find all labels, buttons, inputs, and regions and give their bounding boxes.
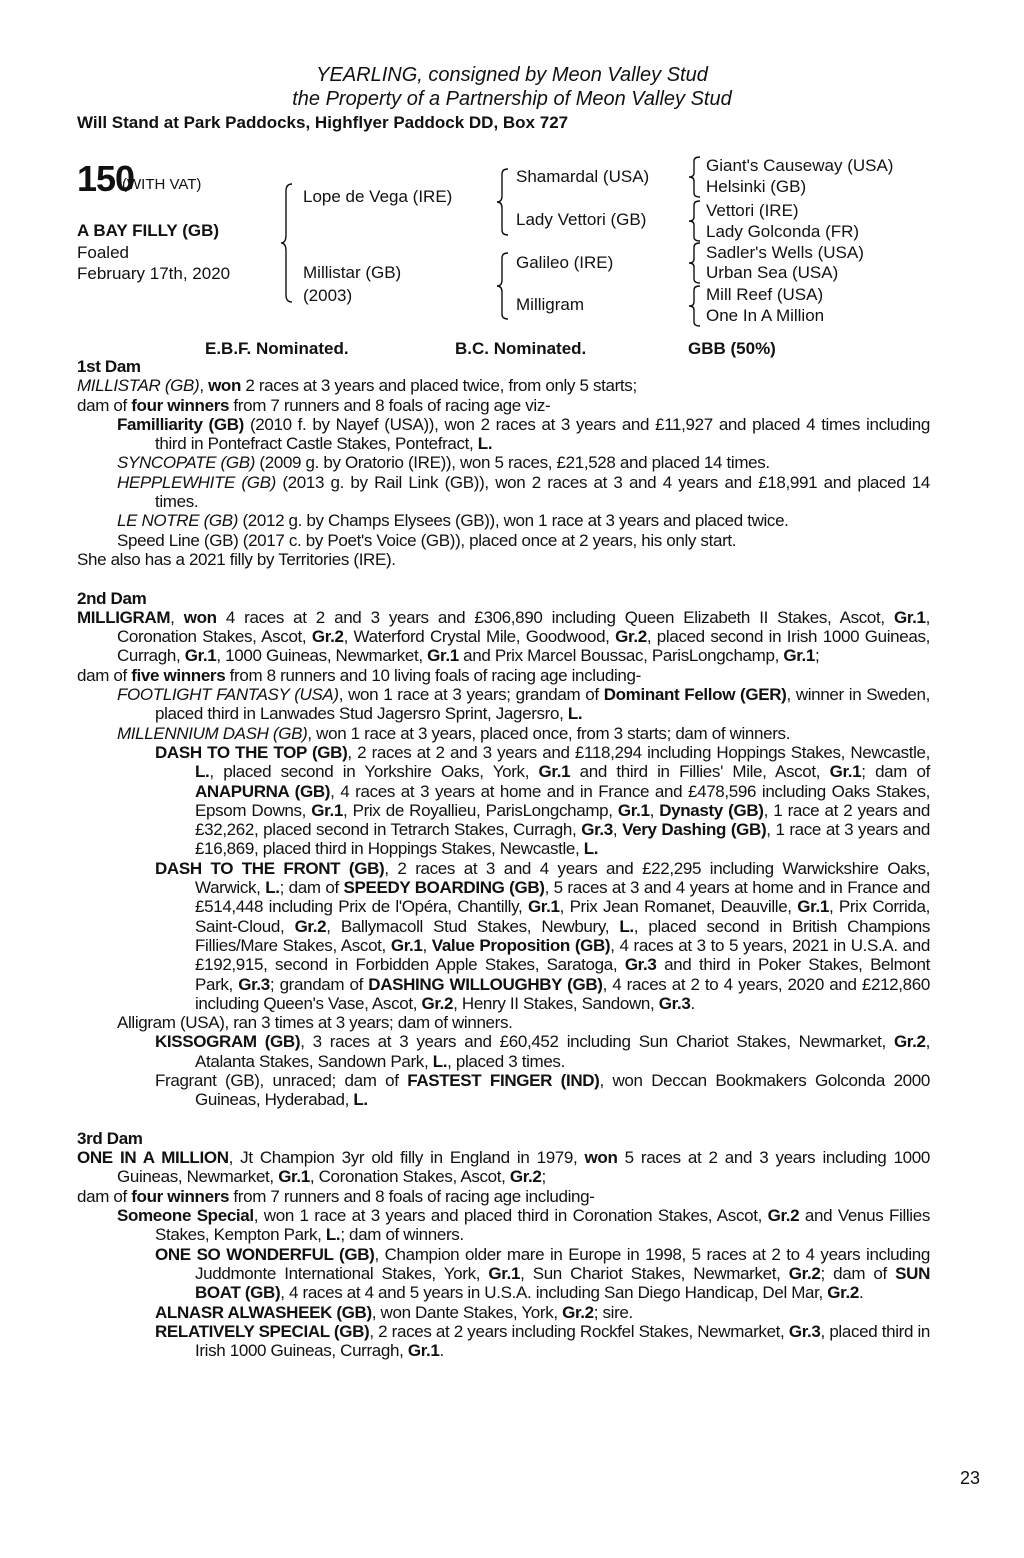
pedigree-brace-g3-3 <box>688 242 702 284</box>
bold-text: SUN BOAT (GB) <box>195 1263 930 1303</box>
italic-text: MILLISTAR (GB) <box>77 376 200 396</box>
entry-text: , Prix de Royallieu, ParisLongchamp, <box>342 800 618 820</box>
bold-text: Gr.1 <box>427 646 459 666</box>
produce-entry <box>77 1322 930 1361</box>
bold-text: Gr.2 <box>788 1263 821 1283</box>
bold-text: Gr.2 <box>767 1206 800 1226</box>
bold-text: L. <box>325 1225 341 1245</box>
entry-text: , placed 3 times. <box>447 1051 565 1071</box>
entry-text: dam of <box>77 665 132 685</box>
produce-entry <box>77 550 930 569</box>
entry-text: ; grandam of <box>269 974 369 994</box>
ebf-nomination: E.B.F. Nominated. <box>205 339 349 358</box>
produce-entry <box>77 1148 930 1187</box>
entry-text: from 7 runners and 8 foals of racing age including- <box>229 1186 595 1206</box>
bold-text: FASTEST FINGER (IND) <box>407 1070 600 1090</box>
pedigree-gen2: Lady Vettori (GB) <box>516 210 647 229</box>
bold-text: Familliarity (GB) <box>117 414 244 434</box>
entry-text: , <box>649 800 660 820</box>
bold-text: Gr.2 <box>311 627 344 647</box>
produce-entry <box>77 511 930 530</box>
bold-text: Gr.3 <box>581 820 613 840</box>
bold-text: Gr.3 <box>658 993 691 1013</box>
page-number: 23 <box>960 1468 981 1488</box>
entry-text: , won Dante Stakes, York, <box>371 1302 563 1322</box>
pedigree-dam-year: (2003) <box>303 286 353 305</box>
bold-text: SPEEDY BOARDING (GB) <box>343 878 545 898</box>
bold-text: Gr.3 <box>624 955 657 975</box>
entry-text: , Prix Jean Romanet, Deauville, <box>559 897 798 917</box>
pedigree-brace-gen1 <box>280 183 294 303</box>
bold-text: KISSOGRAM (GB) <box>155 1032 301 1052</box>
entry-text: (2012 g. by Champs Elysees (GB)), won 1 race at 3 years and placed twice. <box>238 511 789 531</box>
entry-text: , 3 races at 3 years and £60,452 including Sun Chariot Stakes, Newmarket, <box>300 1032 894 1052</box>
pedigree-gen2: Milligram <box>516 295 584 314</box>
entry-text: , placed third in Irish 1000 Guineas, Curragh, <box>195 1321 931 1361</box>
entry-text: , Coronation Stakes, Ascot, <box>309 1167 510 1187</box>
entry-text: and Venus Fillies Stakes, Kempton Park, <box>155 1206 930 1245</box>
entry-text: . <box>690 993 695 1013</box>
entry-text: , 1000 Guineas, Newmarket, <box>216 646 428 666</box>
section-heading: 3rd Dam <box>77 1128 143 1148</box>
entry-text: , placed second in British Champions Fillies/Mare Stakes, Ascot, <box>195 916 931 955</box>
italic-text: HEPPLEWHITE (GB) <box>117 472 276 492</box>
bold-text: Gr.1 <box>278 1167 310 1187</box>
pedigree-gen3: Lady Golconda (FR) <box>706 222 860 241</box>
entry-text: , placed second in Yorkshire Oaks, York, <box>209 762 539 782</box>
foaled-date: February 17th, 2020 <box>77 264 231 283</box>
pedigree-brace-g3-2 <box>688 200 702 242</box>
bold-text: L. <box>432 1051 448 1071</box>
entry-text: Alligram (USA), ran 3 times at 3 years; dam of winners. <box>117 1013 513 1033</box>
gbb-status: GBB (50%) <box>688 339 776 358</box>
entry-text: ; sire. <box>593 1302 633 1322</box>
bold-text: Gr.2 <box>294 916 327 936</box>
bold-text: four winners <box>131 1186 230 1206</box>
entry-text: , won 1 race at 3 years; grandam of <box>338 685 604 705</box>
pedigree-gen3: Sadler's Wells (USA) <box>706 243 864 262</box>
produce-entry <box>77 1245 930 1303</box>
entry-text: , Prix Corrida, Saint-Cloud, <box>195 897 930 936</box>
bold-text: DASHING WILLOUGHBY (GB) <box>368 974 603 994</box>
produce-entry <box>77 376 930 395</box>
bold-text: L. <box>567 704 583 724</box>
bold-text: DASH TO THE TOP (GB) <box>155 742 348 762</box>
pedigree-gen2: Shamardal (USA) <box>516 167 650 186</box>
entry-text: ; dam of <box>279 878 344 898</box>
entry-text: , 2 races at 2 years including Rockfel Stakes, Newmarket, <box>369 1321 789 1341</box>
entry-text: dam of <box>77 1186 132 1206</box>
entry-text: ; dam of <box>820 1263 896 1283</box>
entry-text: ; <box>541 1167 546 1187</box>
entry-text: , Atalanta Stakes, Sandown Park, <box>195 1032 930 1071</box>
entry-text: . <box>858 1283 864 1303</box>
entry-text: , Sun Chariot Stakes, Newmarket, <box>520 1263 789 1283</box>
bold-text: L. <box>477 434 493 454</box>
entry-text: She also has a 2021 filly by Territories (IRE). <box>77 549 396 569</box>
entry-text: (2010 f. by Nayef (USA)), won 2 races at 3 years and £11,927 and placed 4 times including third in Pontefract Castle Stakes, Pontefract, <box>155 414 930 454</box>
entry-text: (2013 g. by Rail Link (GB)), won 2 races at 3 and 4 years and £18,991 and placed 14 times. <box>155 472 930 512</box>
pedigree-gen3: Vettori (IRE) <box>706 201 799 220</box>
produce-entry <box>77 1071 930 1110</box>
consignor-line: YEARLING, consigned by Meon Valley Stud <box>316 64 708 86</box>
bold-text: ANAPURNA (GB) <box>195 781 331 801</box>
entry-text: from 8 runners and 10 living foals of racing age including- <box>225 665 641 685</box>
entry-text: , 4 races at 3 to 5 years, 2021 in U.S.A. and £192,915, second in Forbidden Apple Stakes, Saratoga, <box>195 935 930 975</box>
bold-text: DASH TO THE FRONT (GB) <box>155 858 385 878</box>
entry-text: Speed Line (GB) (2017 c. by Poet's Voice (GB)), placed once at 2 years, his only start. <box>117 530 737 550</box>
entry-text: , <box>170 607 184 627</box>
bold-text: Gr.1 <box>407 1341 440 1361</box>
foaled-label: Foaled <box>77 243 129 262</box>
bold-text: RELATIVELY SPECIAL (GB) <box>155 1321 370 1341</box>
entry-text: , won 1 race at 3 years, placed once, from 3 starts; dam of winners. <box>307 723 791 743</box>
bold-text: Someone Special <box>117 1206 254 1226</box>
bold-text: MILLIGRAM <box>77 607 171 627</box>
produce-entry <box>77 473 930 512</box>
bold-text: won <box>183 607 217 627</box>
pedigree-gen2: Galileo (IRE) <box>516 253 614 272</box>
bold-text: Value Proposition (GB) <box>431 935 611 955</box>
produce-entry <box>77 1013 930 1032</box>
bold-text: ONE IN A MILLION <box>77 1148 229 1168</box>
dam-produce-record <box>77 357 930 1360</box>
entry-text: from 7 runners and 8 foals of racing age viz- <box>229 395 551 415</box>
produce-entry <box>77 415 930 454</box>
entry-text: , 4 races at 4 and 5 years in U.S.A. including San Diego Handicap, Del Mar, <box>280 1283 828 1303</box>
produce-entry <box>77 1032 930 1071</box>
italic-text: MILLENNIUM DASH (GB) <box>117 723 308 743</box>
pedigree-brace-dam <box>496 252 510 320</box>
bold-text: Dominant Fellow (GER) <box>603 685 787 705</box>
entry-text: , 4 races at 2 to 4 years, 2020 and £212,860 including Queen's Vase, Ascot, <box>195 974 930 1013</box>
entry-text: ; dam of <box>861 762 931 782</box>
produce-entry <box>77 531 930 550</box>
entry-text: , Henry II Stakes, Sandown, <box>453 993 659 1013</box>
bold-text: L. <box>265 878 280 898</box>
bold-text: five winners <box>131 665 226 685</box>
produce-entry <box>77 1303 930 1322</box>
bold-text: Gr.1 <box>617 800 650 820</box>
entry-text: , Waterford Crystal Mile, Goodwood, <box>343 627 616 647</box>
entry-text: , won 1 race at 3 years and placed third in Coronation Stakes, Ascot, <box>253 1206 768 1226</box>
bold-text: L. <box>583 839 599 859</box>
bold-text: Gr.1 <box>797 897 829 917</box>
entry-text: 4 races at 2 and 3 years and £306,890 including Queen Elizabeth II Stakes, Ascot, <box>216 607 894 627</box>
bold-text: won <box>208 376 242 396</box>
bold-text: Gr.1 <box>311 800 343 820</box>
entry-text: , 1 race at 2 years and £32,262, placed second in Tetrarch Stakes, Curragh, <box>195 800 930 840</box>
italic-text: SYNCOPATE (GB) <box>117 453 256 473</box>
entry-text: , Coronation Stakes, Ascot, <box>117 607 931 647</box>
bold-text: Gr.1 <box>783 646 816 666</box>
entry-text: and third in Poker Stakes, Belmont Park, <box>195 955 930 994</box>
bold-text: Gr.1 <box>390 935 423 955</box>
bold-text: Gr.2 <box>827 1283 859 1303</box>
property-line: the Property of a Partnership of Meon Valley Stud <box>292 88 732 110</box>
pedigree-sire: Lope de Vega (IRE) <box>303 187 453 206</box>
bold-text: Gr.1 <box>488 1263 521 1283</box>
bold-text: Gr.2 <box>615 627 647 647</box>
produce-entry <box>77 859 930 1013</box>
bold-text: Gr.2 <box>562 1302 594 1322</box>
entry-text: , won Deccan Bookmakers Golconda 2000 Guineas, Hyderabad, <box>195 1070 930 1110</box>
bold-text: Gr.3 <box>788 1321 821 1341</box>
pedigree-gen3: Helsinki (GB) <box>706 177 807 196</box>
pedigree-brace-g3-1 <box>688 156 702 198</box>
pedigree-brace-g3-4 <box>688 285 702 327</box>
produce-entry <box>77 743 930 859</box>
entry-text: , 4 races at 3 years at home and in France and £478,596 including Oaks Stakes, Epsom Downs, <box>195 781 930 820</box>
bold-text: Gr.3 <box>238 974 270 994</box>
pedigree-gen3: Giant's Causeway (USA) <box>706 156 894 175</box>
pedigree-gen3: One In A Million <box>706 306 825 325</box>
entry-text: 2 races at 3 years and placed twice, from only 5 starts; <box>241 376 637 396</box>
bold-text: Gr.1 <box>893 607 926 627</box>
pedigree-brace-sire <box>496 168 510 236</box>
vat-note: (WITH VAT) <box>122 176 202 193</box>
entry-text: , <box>422 935 432 955</box>
produce-entry <box>77 453 930 472</box>
lot-number: 150 <box>77 158 135 199</box>
bold-text: Dynasty (GB) <box>659 800 764 820</box>
entry-text: , <box>199 376 209 396</box>
entry-text: , 1 race at 3 years and £16,869, placed third in Hoppings Stakes, Newcastle, <box>195 820 931 859</box>
bold-text: Gr.2 <box>421 993 454 1013</box>
entry-text: Fragrant (GB), unraced; dam of <box>155 1070 408 1090</box>
entry-text: (2009 g. by Oratorio (IRE)), won 5 races, £21,528 and placed 14 times. <box>255 453 770 473</box>
entry-text: , winner in Sweden, placed third in Lanwades Stud Jagersro Sprint, Jagersro, <box>155 685 930 724</box>
produce-entry <box>77 724 930 743</box>
pedigree-gen3: Mill Reef (USA) <box>706 285 824 304</box>
produce-entry <box>77 666 930 685</box>
bold-text: Gr.1 <box>538 762 571 782</box>
bold-text: Gr.2 <box>509 1167 542 1187</box>
entry-text: , 2 races at 2 and 3 years and £118,294 including Hoppings Stakes, Newcastle, <box>347 742 930 762</box>
entry-text: , 5 races at 3 and 4 years at home and in France and £514,448 including Prix de l'Opéra, Chantilly, <box>195 878 930 917</box>
bold-text: Gr.1 <box>527 897 560 917</box>
produce-entry <box>77 608 930 666</box>
produce-entry <box>77 685 930 724</box>
entry-text: and Prix Marcel Boussac, ParisLongchamp, <box>458 646 784 666</box>
lot-description: A BAY FILLY (GB) <box>77 221 220 240</box>
bc-nomination: B.C. Nominated. <box>455 339 587 358</box>
entry-text: 5 races at 2 and 3 years including 1000 Guineas, Newmarket, <box>117 1148 930 1187</box>
entry-text: , <box>612 820 623 840</box>
bold-text: won <box>584 1148 618 1168</box>
bold-text: ONE SO WONDERFUL (GB) <box>155 1244 375 1264</box>
entry-text: , Ballymacoll Stud Stakes, Newbury, <box>326 916 620 936</box>
bold-text: Gr.2 <box>893 1032 926 1052</box>
entry-text: , Jt Champion 3yr old filly in England in 1979, <box>228 1148 585 1168</box>
entry-text: dam of <box>77 395 132 415</box>
entry-text: , 2 races at 3 and 4 years and £22,295 including Warwickshire Oaks, Warwick, <box>195 858 931 898</box>
bold-text: L. <box>195 762 210 782</box>
entry-text: , Champion older mare in Europe in 1998, 5 races at 2 to 4 years including Juddmonte International Stakes, York, <box>195 1244 930 1283</box>
bold-text: four winners <box>131 395 230 415</box>
italic-text: FOOTLIGHT FANTASY (USA) <box>117 685 339 705</box>
bold-text: Gr.1 <box>829 762 862 782</box>
entry-text: . <box>439 1341 444 1361</box>
bold-text: Very Dashing (GB) <box>622 820 767 840</box>
bold-text: L. <box>619 916 634 936</box>
bold-text: Gr.1 <box>184 646 217 666</box>
entry-text: ; dam of winners. <box>340 1225 464 1245</box>
bold-text: L. <box>353 1090 368 1110</box>
entry-text: ; <box>815 646 820 666</box>
bold-text: ALNASR ALWASHEEK (GB) <box>155 1302 372 1322</box>
pedigree-gen3: Urban Sea (USA) <box>706 263 839 282</box>
entry-text: , placed second in Irish 1000 Guineas, Curragh, <box>117 627 931 666</box>
section-heading: 2nd Dam <box>77 588 147 608</box>
stand-location: Will Stand at Park Paddocks, Highflyer Paddock DD, Box 727 <box>77 113 569 132</box>
entry-text: and third in Fillies' Mile, Ascot, <box>570 762 830 782</box>
produce-entry <box>77 1187 930 1206</box>
produce-entry <box>77 396 930 415</box>
pedigree-dam: Millistar (GB) <box>303 263 402 282</box>
italic-text: LE NOTRE (GB) <box>117 511 239 531</box>
section-heading: 1st Dam <box>77 357 141 376</box>
produce-entry <box>77 1206 930 1245</box>
